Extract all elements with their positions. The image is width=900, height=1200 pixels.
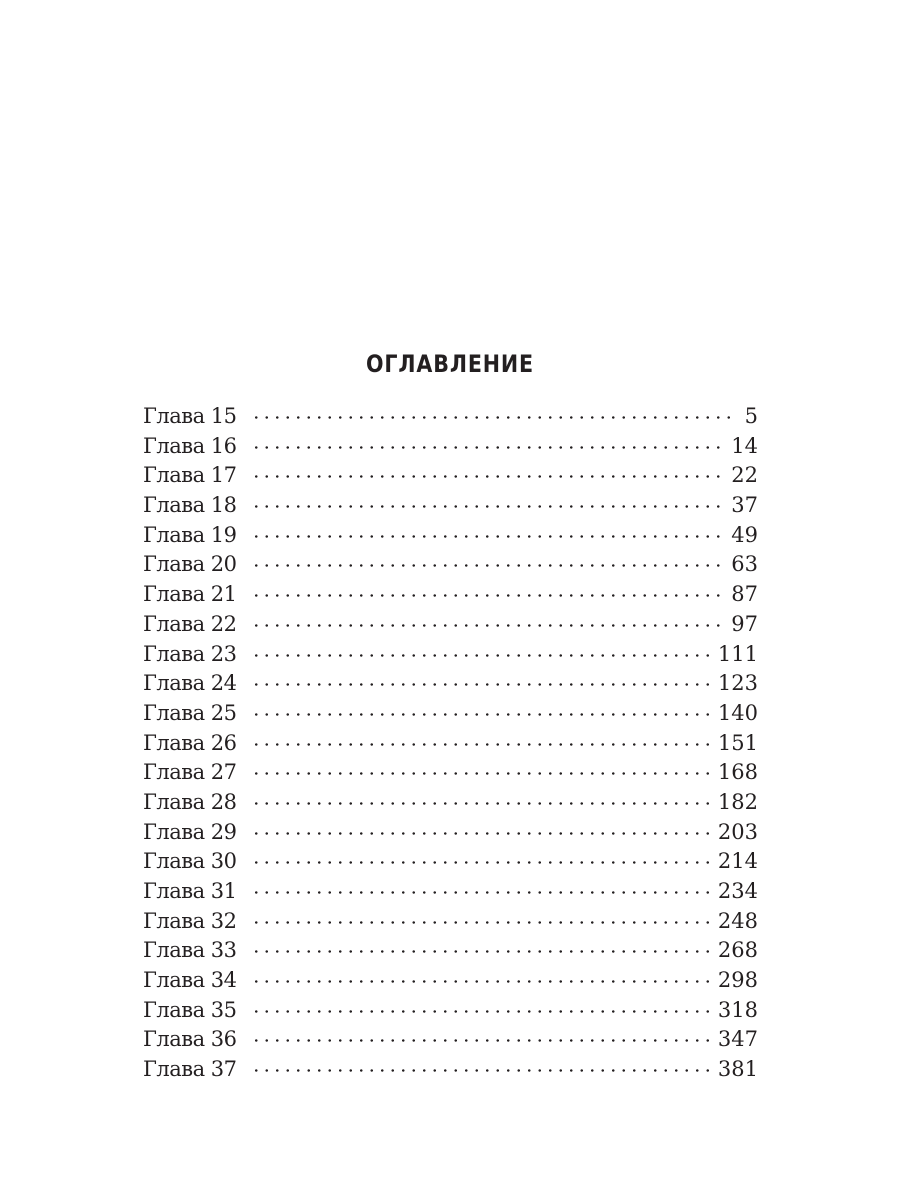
dot-leader	[251, 624, 724, 627]
toc-entry	[143, 610, 758, 640]
toc-entry-page: 140	[717, 700, 758, 725]
dot-leader	[251, 505, 724, 508]
toc-entry-label: Глава 27	[143, 760, 237, 785]
toc-entry	[143, 1025, 758, 1055]
toc-entry-label: Глава 35	[143, 997, 237, 1022]
toc-entry-label: Глава 37	[143, 1057, 237, 1082]
toc-entry	[143, 669, 758, 699]
dot-leader	[251, 1039, 710, 1042]
dot-leader	[251, 832, 710, 835]
toc-list	[143, 402, 758, 1085]
toc-entry-page: 318	[717, 997, 758, 1022]
toc-entry-page: 347	[717, 1027, 758, 1052]
toc-entry-page: 49	[731, 522, 758, 547]
toc-entry-label: Глава 32	[143, 908, 237, 933]
toc-entry-label: Глава 19	[143, 522, 237, 547]
toc-entry-page: 87	[731, 582, 758, 607]
dot-leader	[251, 1010, 710, 1013]
toc-entry	[143, 521, 758, 551]
toc-entry	[143, 402, 758, 432]
dot-leader	[251, 713, 710, 716]
toc-entry	[143, 996, 758, 1026]
toc-entry	[143, 847, 758, 877]
toc-entry-page: 248	[717, 908, 758, 933]
toc-entry	[143, 877, 758, 907]
toc-entry-label: Глава 15	[143, 404, 237, 428]
dot-leader	[251, 594, 724, 597]
toc-entry-label: Глава 16	[143, 433, 237, 458]
toc-entry-page: 268	[717, 938, 758, 963]
dot-leader	[251, 891, 710, 894]
toc-entry	[143, 936, 758, 966]
toc-entry-page: 123	[717, 671, 758, 696]
toc-title: ОГЛАВЛЕНИЕ	[365, 350, 535, 379]
toc-entry-label: Глава 31	[143, 879, 237, 903]
dot-leader	[251, 446, 724, 449]
toc-entry-label: Глава 24	[143, 671, 237, 696]
toc-entry-label: Глава 22	[143, 611, 237, 636]
toc-entry-page: 5	[744, 404, 758, 428]
toc-entry-page: 22	[731, 463, 758, 488]
toc-entry-page: 168	[717, 760, 758, 785]
toc-entry	[143, 907, 758, 937]
toc-entry-label: Глава 21	[143, 582, 237, 607]
dot-leader	[251, 921, 710, 924]
toc-entry-label: Глава 30	[143, 849, 237, 874]
toc-entry-label: Глава 28	[143, 789, 237, 814]
toc-entry	[143, 758, 758, 788]
dot-leader	[251, 950, 710, 953]
toc-entry-page: 214	[717, 849, 758, 874]
toc-entry-page: 381	[717, 1057, 758, 1082]
toc-entry	[143, 699, 758, 729]
toc-entry	[143, 1055, 758, 1085]
dot-leader	[251, 743, 710, 746]
toc-entry-label: Глава 20	[143, 552, 237, 577]
dot-leader	[251, 564, 724, 567]
toc-entry-label: Глава 36	[143, 1027, 237, 1052]
dot-leader	[251, 683, 710, 686]
toc-entry-label: Глава 29	[143, 819, 237, 844]
toc-entry-page: 111	[717, 641, 758, 666]
toc-entry-label: Глава 17	[143, 463, 237, 488]
dot-leader	[251, 861, 710, 864]
toc-entry-page: 37	[731, 493, 758, 518]
dot-leader	[251, 802, 710, 805]
toc-entry-label: Глава 33	[143, 938, 237, 963]
toc-entry	[143, 461, 758, 491]
toc-entry-label: Глава 25	[143, 700, 237, 725]
dot-leader	[251, 1069, 710, 1072]
toc-entry	[143, 580, 758, 610]
toc-entry	[143, 550, 758, 580]
toc-entry	[143, 432, 758, 462]
toc-entry	[143, 818, 758, 848]
toc-entry	[143, 729, 758, 759]
toc-entry-label: Глава 26	[143, 730, 237, 755]
toc-entry-page: 203	[717, 819, 758, 844]
dot-leader	[251, 654, 710, 657]
toc-entry-label: Глава 23	[143, 641, 237, 666]
dot-leader	[251, 980, 710, 983]
toc-entry-label: Глава 18	[143, 493, 237, 518]
dot-leader	[251, 475, 724, 478]
dot-leader	[251, 535, 724, 538]
toc-entry	[143, 788, 758, 818]
toc-entry-label: Глава 34	[143, 968, 237, 993]
toc-entry-page: 234	[717, 879, 758, 903]
toc-entry	[143, 491, 758, 521]
toc-entry-page: 97	[731, 611, 758, 636]
toc-entry-page: 182	[717, 789, 758, 814]
toc-entry-page: 14	[731, 433, 758, 458]
dot-leader	[251, 772, 710, 775]
toc-entry-page: 151	[717, 730, 758, 755]
toc-entry	[143, 966, 758, 996]
dot-leader	[251, 416, 730, 419]
toc-entry-page: 63	[731, 552, 758, 577]
toc-entry-page: 298	[717, 968, 758, 993]
toc-entry	[143, 640, 758, 670]
